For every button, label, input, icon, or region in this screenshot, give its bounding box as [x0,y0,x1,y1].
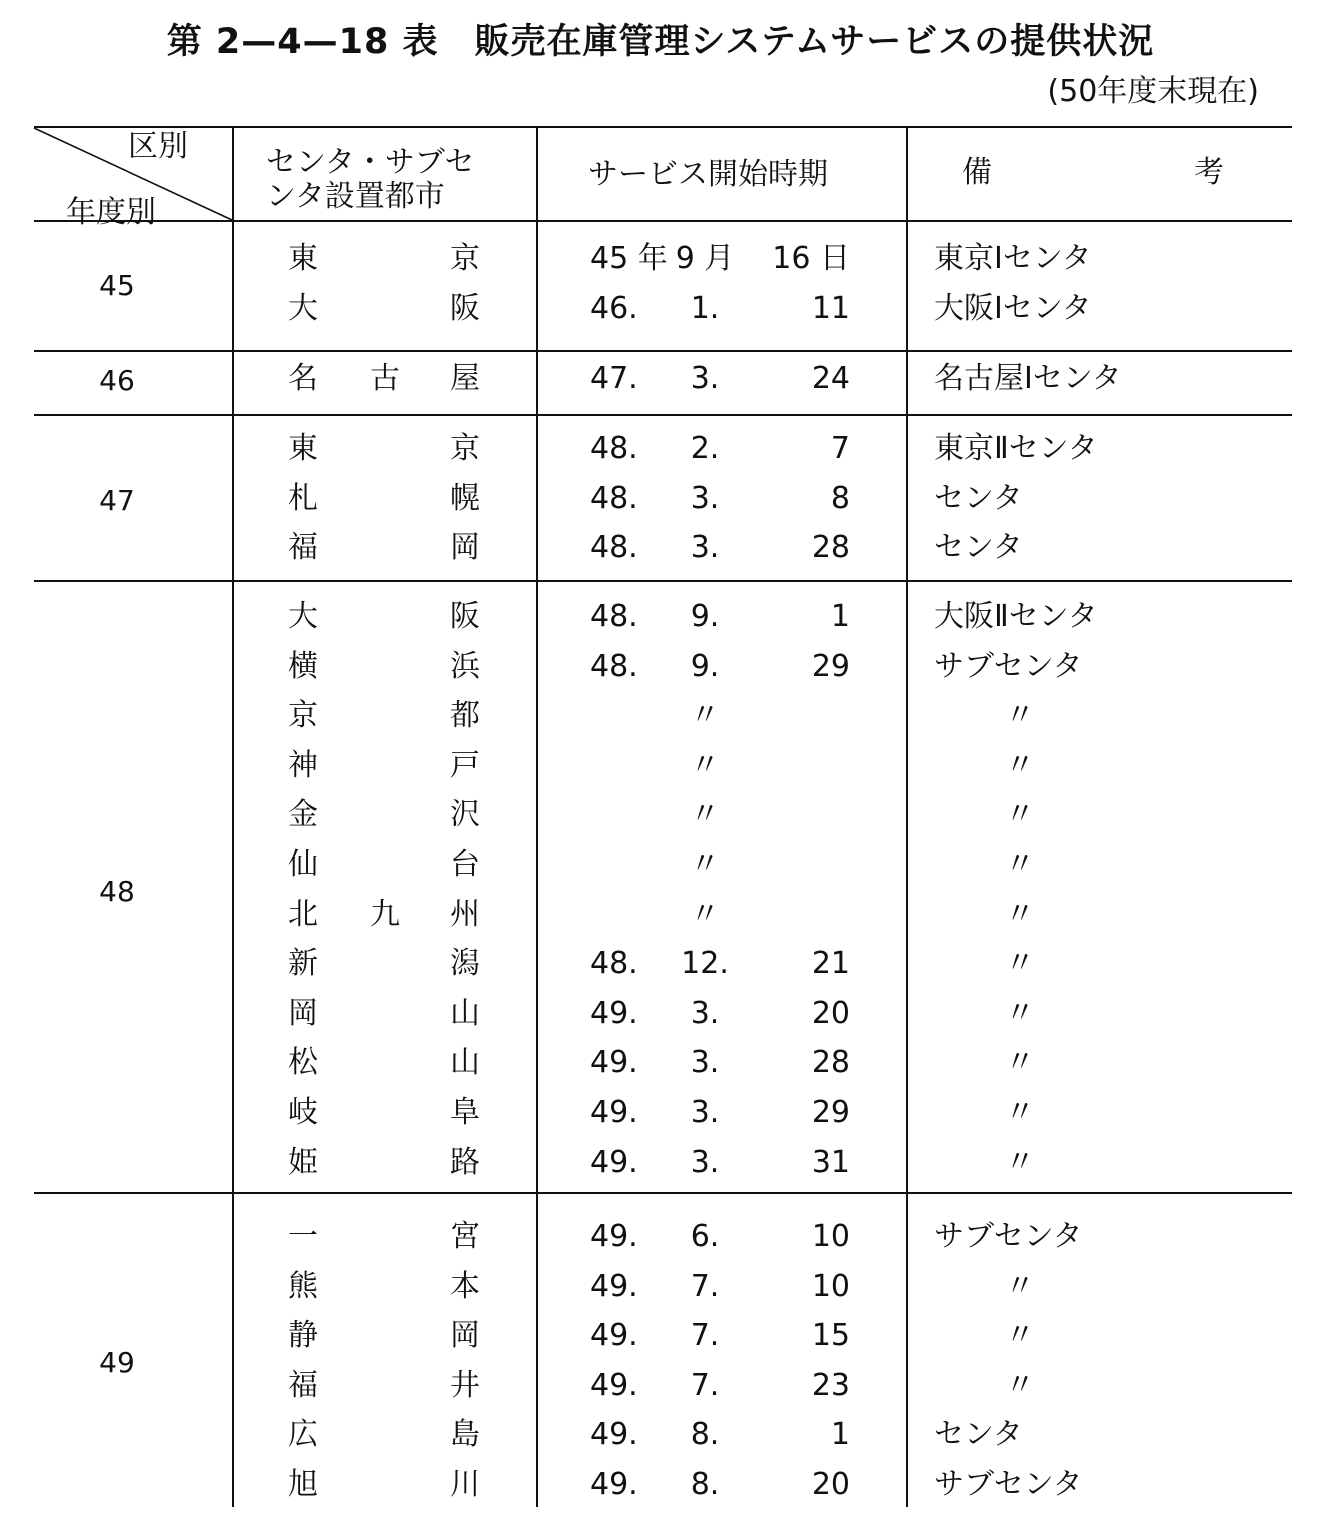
remarks-ditto-mark: 〃 [1005,1268,1035,1304]
start-date-year: 48. [590,599,638,634]
city-char-first: 福 [288,530,318,566]
remarks-cell: センタ [934,1417,1023,1453]
start-date-month: 9. [690,599,720,634]
row-divider [34,1192,1292,1194]
city-char-first: 熊 [288,1268,318,1304]
start-date-year: 49. [590,1318,638,1354]
start-date-day: 24 [811,361,850,396]
remarks-cell: 大阪Ⅰセンタ [934,290,1092,326]
row-divider [34,580,1292,582]
city-char-last: 潟 [450,946,480,982]
city-char-last: 沢 [450,797,480,833]
city-char-first: 札 [288,480,318,516]
city-char-last: 山 [450,995,480,1031]
start-date-day: 23 [811,1367,850,1403]
start-date-day: 29 [811,648,850,684]
city-char-last: 阜 [450,1095,480,1130]
start-date-ditto-mark: 〃 [690,896,720,932]
header-start-date-label: サービス開始時期 [588,157,828,192]
city-char-last: 京 [450,241,480,276]
header-remarks-right: 考 [1194,155,1224,190]
start-date-day: 15 [811,1318,850,1354]
remarks-ditto-mark: 〃 [1005,1367,1035,1403]
city-char-last: 都 [450,698,480,734]
remarks-cell: サブセンタ [934,648,1083,684]
start-date-day: 28 [811,530,850,566]
header-fiscal-year-label: 年度別 [66,195,156,230]
start-date-day: 11 [811,290,850,326]
city-char-last: 台 [450,847,480,882]
city-char-last: 州 [450,896,480,932]
header-city-label-line2: ンタ設置都市 [266,179,445,214]
remarks-cell: 東京Ⅰセンタ [934,241,1092,276]
start-date-year: 48. [590,530,638,566]
city-char-last: 路 [450,1144,480,1180]
start-date-month: 1. [690,290,720,326]
start-date-day: 28 [811,1045,850,1081]
start-date-year: 49. [590,1367,638,1403]
city-char-first: 東 [288,431,318,466]
start-date-year: 47. [590,361,638,396]
remarks-cell: サブセンタ [934,1467,1083,1502]
city-char-first: 東 [288,241,318,276]
remarks-cell: 大阪Ⅱセンタ [934,599,1098,634]
start-date-day: 1 [830,599,850,634]
remarks-cell: サブセンタ [934,1219,1083,1254]
city-char-first: 新 [288,946,318,982]
remarks-ditto-mark: 〃 [1005,946,1035,982]
header-remarks-left: 備 [962,155,992,190]
start-date-day: 20 [811,1467,850,1502]
start-date-month: 7. [690,1318,720,1354]
city-char-first: 旭 [288,1467,318,1502]
start-date-month: 3. [690,995,720,1031]
city-char-last: 岡 [450,530,480,566]
start-date-month: 7. [690,1268,720,1304]
city-char-first: 大 [288,599,318,634]
fiscal-year-cell: 48 [99,874,135,908]
remarks-ditto-mark: 〃 [1005,1095,1035,1130]
start-date-month: 8. [690,1467,720,1502]
row-divider [34,350,1292,352]
city-char-last: 屋 [450,361,480,396]
column-divider [536,126,538,1507]
city-char-last: 幌 [450,480,480,516]
start-date-month: 3. [690,1095,720,1130]
remarks-cell: 東京Ⅱセンタ [934,431,1098,466]
city-char-last: 井 [450,1367,480,1403]
remarks-ditto-mark: 〃 [1005,698,1035,734]
city-char-first: 姫 [288,1144,318,1180]
start-date-month: 3. [690,530,720,566]
start-date-day: 7 [830,431,850,466]
city-char-middle: 九 [370,896,400,932]
start-date-day: 8 [830,480,850,516]
city-char-first: 横 [288,648,318,684]
start-date-year: 49. [590,1219,638,1254]
city-char-last: 山 [450,1045,480,1081]
start-date-year: 49. [590,1417,638,1453]
row-divider [34,414,1292,416]
city-char-last: 本 [450,1268,480,1304]
start-date-ditto-mark: 〃 [690,847,720,882]
remarks-ditto-mark: 〃 [1005,797,1035,833]
start-date-month: 3. [690,1045,720,1081]
city-char-first: 岐 [288,1095,318,1130]
city-char-first: 静 [288,1318,318,1354]
start-date-month: 7. [690,1367,720,1403]
start-date-year: 48. [590,946,638,982]
start-date-day: 31 [811,1144,850,1180]
start-date-day: 21 [811,946,850,982]
city-char-first: 福 [288,1367,318,1403]
remarks-ditto-mark: 〃 [1005,847,1035,882]
city-char-last: 阪 [450,290,480,326]
start-date-month: 6. [690,1219,720,1254]
start-date-year: 46. [590,290,638,326]
start-date-year: 49. [590,1045,638,1081]
city-char-last: 岡 [450,1318,480,1354]
header-category-label: 区別 [128,129,188,164]
remarks-ditto-mark: 〃 [1005,747,1035,783]
city-char-first: 京 [288,698,318,734]
remarks-cell: センタ [934,530,1023,566]
start-date-day: 10 [811,1268,850,1304]
city-char-first: 名 [288,361,318,396]
remarks-ditto-mark: 〃 [1005,995,1035,1031]
page-subtitle: (50年度末現在) [1047,74,1259,109]
start-date-month: 3. [690,361,720,396]
fiscal-year-cell: 45 [99,268,135,302]
start-date-day: 20 [811,995,850,1031]
start-date-month: 9 月 [675,241,735,276]
city-char-first: 金 [288,797,318,833]
city-char-last: 川 [450,1467,480,1502]
header-city-label-line1: センタ・サブセ [266,145,475,180]
start-date-year: 49. [590,1467,638,1502]
fiscal-year-cell: 46 [99,364,135,397]
city-char-last: 宮 [450,1219,480,1254]
remarks-ditto-mark: 〃 [1005,1045,1035,1081]
start-date-day: 16 日 [772,241,850,276]
city-char-first: 北 [288,896,318,932]
start-date-day: 1 [830,1417,850,1453]
city-char-last: 京 [450,431,480,466]
start-date-year: 48. [590,480,638,516]
start-date-ditto-mark: 〃 [690,698,720,734]
city-char-first: 一 [288,1219,318,1254]
page-title: 第 2—4—18 表 販売在庫管理システムサービスの提供状況 [166,22,1155,62]
city-char-first: 松 [288,1045,318,1081]
start-date-ditto-mark: 〃 [690,747,720,783]
start-date-year: 49. [590,1095,638,1130]
remarks-ditto-mark: 〃 [1005,1144,1035,1180]
start-date-month: 12. [681,946,729,982]
city-char-last: 戸 [450,747,480,783]
start-date-day: 29 [811,1095,850,1130]
city-char-last: 島 [450,1417,480,1453]
city-char-first: 仙 [288,847,318,882]
remarks-cell: 名古屋Ⅰセンタ [934,361,1122,396]
remarks-ditto-mark: 〃 [1005,1318,1035,1354]
start-date-year: 49. [590,1268,638,1304]
start-date-month: 2. [690,431,720,466]
column-divider [232,126,234,1507]
fiscal-year-cell: 49 [99,1346,135,1379]
remarks-ditto-mark: 〃 [1005,896,1035,932]
start-date-month: 3. [690,1144,720,1180]
city-char-first: 神 [288,747,318,783]
column-divider [906,126,908,1507]
start-date-year: 49. [590,995,638,1031]
start-date-year: 45 年 [590,241,668,276]
fiscal-year-cell: 47 [99,483,135,517]
city-char-last: 浜 [450,648,480,684]
city-char-last: 阪 [450,599,480,634]
start-date-year: 48. [590,431,638,466]
start-date-month: 9. [690,648,720,684]
city-char-first: 大 [288,290,318,326]
city-char-first: 広 [288,1417,318,1453]
remarks-cell: センタ [934,480,1023,516]
city-char-first: 岡 [288,995,318,1031]
start-date-year: 49. [590,1144,638,1180]
start-date-year: 48. [590,648,638,684]
start-date-day: 10 [811,1219,850,1254]
city-char-middle: 古 [370,361,400,396]
start-date-month: 3. [690,480,720,516]
start-date-ditto-mark: 〃 [690,797,720,833]
start-date-month: 8. [690,1417,720,1453]
